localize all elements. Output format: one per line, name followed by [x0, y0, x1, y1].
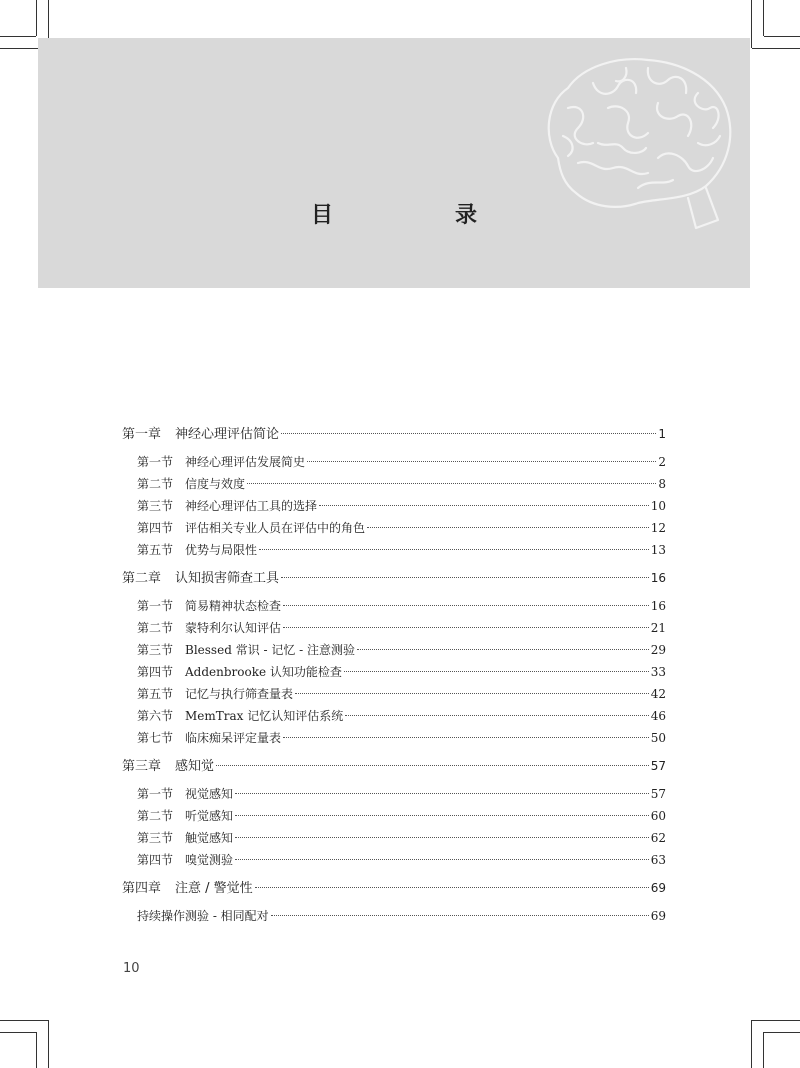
toc-section	[122, 683, 666, 705]
crop-mark	[36, 0, 37, 36]
dot-leader	[283, 627, 649, 628]
crop-mark	[763, 0, 764, 36]
page-number: 60	[650, 809, 666, 823]
crop-mark	[751, 0, 752, 48]
crop-mark	[0, 36, 36, 37]
section-number: 第三节	[137, 831, 174, 845]
toc-section	[122, 595, 666, 617]
section-number: 第四节	[137, 521, 174, 535]
chapter-title: 认知损害筛查工具	[175, 571, 280, 586]
section-title: 记忆与执行筛查量表	[185, 687, 294, 701]
toc-section	[122, 617, 666, 639]
section-title: 听觉感知	[185, 809, 234, 823]
section-title: 持续操作测验 - 相同配对	[137, 909, 269, 923]
page-number: 46	[650, 709, 666, 723]
chapter-number: 第一章	[122, 427, 162, 442]
page-number: 16	[650, 571, 666, 585]
toc-section	[122, 827, 666, 849]
toc-section	[122, 661, 666, 683]
toc-section	[122, 849, 666, 871]
dot-leader	[344, 671, 649, 672]
section-title: 临床痴呆评定量表	[185, 731, 282, 745]
toc-section	[122, 727, 666, 749]
section-title: 简易精神状态检查	[185, 599, 282, 613]
section-title: Blessed 常识 - 记忆 - 注意测验	[185, 643, 356, 657]
chapter-number: 第二章	[122, 571, 162, 586]
section-number: 第七节	[137, 731, 174, 745]
dot-leader	[345, 715, 648, 716]
dot-leader	[259, 549, 649, 550]
chapter-title: 神经心理评估简论	[175, 427, 280, 442]
dot-leader	[295, 693, 649, 694]
crop-mark	[36, 1032, 37, 1068]
crop-mark	[764, 36, 800, 37]
dot-leader	[255, 887, 649, 888]
section-number: 第一节	[137, 599, 174, 613]
page-number: 33	[650, 665, 666, 679]
dot-leader	[247, 483, 656, 484]
crop-mark	[48, 1020, 49, 1068]
dot-leader	[283, 605, 649, 606]
toc-section	[122, 783, 666, 805]
page-number: 21	[650, 621, 666, 635]
crop-mark	[751, 1020, 752, 1068]
section-title: 优势与局限性	[185, 543, 258, 557]
crop-mark	[0, 1020, 48, 1021]
page-number: 12	[650, 521, 666, 535]
dot-leader	[357, 649, 649, 650]
toc-section	[122, 451, 666, 473]
section-title: MemTrax 记忆认知评估系统	[185, 709, 344, 723]
page-number: 29	[650, 643, 666, 657]
page-number: 62	[650, 831, 666, 845]
section-number: 第五节	[137, 543, 174, 557]
header-band	[38, 38, 750, 288]
crop-mark	[764, 1032, 800, 1033]
section-title: 信度与效度	[185, 477, 246, 491]
section-title: 触觉感知	[185, 831, 234, 845]
toc-section	[122, 495, 666, 517]
toc-section	[122, 705, 666, 727]
toc-chapter	[122, 877, 666, 899]
section-title: 评估相关专业人员在评估中的角色	[185, 521, 366, 535]
section-number: 第一节	[137, 455, 174, 469]
section-number: 第二节	[137, 809, 174, 823]
section-number: 第二节	[137, 621, 174, 635]
toc-chapter	[122, 755, 666, 777]
toc-chapter	[122, 567, 666, 589]
page-number: 50	[650, 731, 666, 745]
section-title: 嗅觉测验	[185, 853, 234, 867]
crop-mark	[763, 1032, 764, 1068]
crop-mark	[752, 48, 800, 49]
page-number: 2	[658, 455, 666, 469]
section-number: 第一节	[137, 787, 174, 801]
chapter-title: 感知觉	[175, 759, 215, 774]
page-number: 57	[650, 759, 666, 773]
dot-leader	[367, 527, 649, 528]
section-title: 神经心理评估发展简史	[185, 455, 306, 469]
section-title: 蒙特利尔认知评估	[185, 621, 282, 635]
page-number: 8	[658, 477, 666, 491]
table-of-contents	[122, 423, 666, 927]
toc-section	[122, 639, 666, 661]
page-number: 63	[650, 853, 666, 867]
dot-leader	[283, 737, 649, 738]
dot-leader	[235, 815, 649, 816]
section-number: 第六节	[137, 709, 174, 723]
section-title: 神经心理评估工具的选择	[185, 499, 318, 513]
page-number: 57	[650, 787, 666, 801]
dot-leader	[307, 461, 656, 462]
dot-leader	[235, 793, 649, 794]
section-number: 第五节	[137, 687, 174, 701]
page-title: 目 录	[310, 203, 527, 228]
page-number: 13	[650, 543, 666, 557]
page-number: 10	[650, 499, 666, 513]
section-number: 第三节	[137, 643, 174, 657]
dot-leader	[235, 859, 649, 860]
section-number: 第四节	[137, 665, 174, 679]
toc-chapter	[122, 423, 666, 445]
chapter-number: 第四章	[122, 881, 162, 896]
section-number: 第三节	[137, 499, 174, 513]
section-number: 第二节	[137, 477, 174, 491]
page-number: 1	[658, 427, 666, 441]
dot-leader	[271, 915, 649, 916]
page-number: 42	[650, 687, 666, 701]
dot-leader	[216, 765, 649, 766]
dot-leader	[281, 433, 656, 434]
toc-section	[122, 517, 666, 539]
chapter-number: 第三章	[122, 759, 162, 774]
section-title: 视觉感知	[185, 787, 234, 801]
toc-section	[122, 473, 666, 495]
dot-leader	[235, 837, 649, 838]
page-number: 69	[650, 881, 666, 895]
page-folio: 10	[123, 961, 140, 976]
page-number: 69	[650, 909, 666, 923]
dot-leader	[281, 577, 649, 578]
page-number: 16	[650, 599, 666, 613]
crop-mark	[752, 1020, 800, 1021]
section-number: 第四节	[137, 853, 174, 867]
crop-mark	[0, 1032, 36, 1033]
toc-section	[122, 539, 666, 561]
toc-section	[122, 805, 666, 827]
section-title: Addenbrooke 认知功能检查	[185, 665, 342, 679]
dot-leader	[319, 505, 649, 506]
toc-section	[122, 905, 666, 927]
chapter-title: 注意 / 警觉性	[175, 881, 253, 896]
